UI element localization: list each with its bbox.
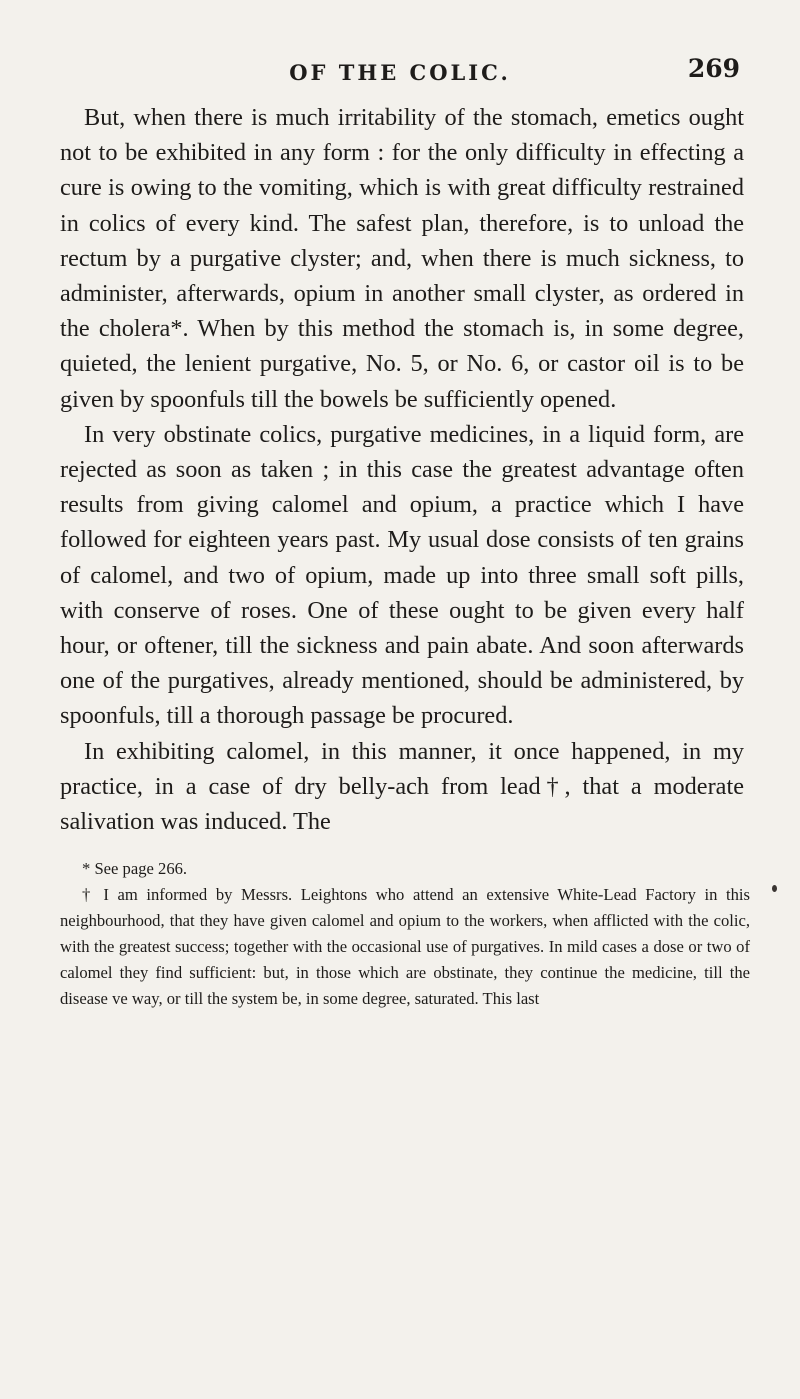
paragraph: In exhibiting calomel, in this manner, it once happened, in my practice, in a case of dry belly-ach from lead†, that a moderate salivation was induced. The: [60, 737, 744, 836]
running-title: OF THE COLIC.: [289, 60, 511, 85]
footnotes: [60, 856, 750, 1012]
footnote: * See page 266.: [82, 859, 188, 878]
page-number: 269: [687, 54, 740, 83]
footnote: † I am informed by Messrs. Leightons who attend an extensive White-Lead Factory in this neighbourhood, that they have given calomel and opium to the workers, when afflicted with the colic, with the greatest success; together with the occasional use of purgatives. In mild cases a dose or two of calomel they find sufficient: but, in those which are obstinate, they continue the medicine, till the disease ve way, or till the system be, in some degree, saturated. This last: [60, 885, 750, 1008]
running-head: [60, 50, 740, 90]
paragraph: In very obstinate colics, purgative medicines, in a liquid form, are rejected as soon as taken ; in this case the greatest advantage often results from giving calomel and opium, a practice which I have followed for eighteen years past. My usual dose consists of ten grains of calomel, and two of opium, made up into three small soft pills, with conserve of roses. One of these ought to be given every half hour, or oftener, till the sickness and pain abate. And soon afterwards one of the purgatives, already mentioned, should be administered, by spoonfuls, till a thorough passage be procured.: [60, 420, 744, 730]
ink-speck: [772, 885, 777, 892]
paragraph: But, when there is much irritability of the stomach, emetics ought not to be exhibited in any form : for the only difficulty in effecting a cure is owing to the vomiting, which is with great difficulty restrained in colics of every kind. The safest plan, therefore, is to unload the rectum by a purgative clyster; and, when there is much sickness, to administer, afterwards, opium in another small clyster, as ordered in the cholera*. When by this method the stomach is, in some degree, quieted, the lenient purgative, No. 5, or No. 6, or castor oil is to be given by spoonfuls till the bowels be sufficiently opened.: [60, 104, 744, 413]
body-text: [60, 100, 744, 839]
